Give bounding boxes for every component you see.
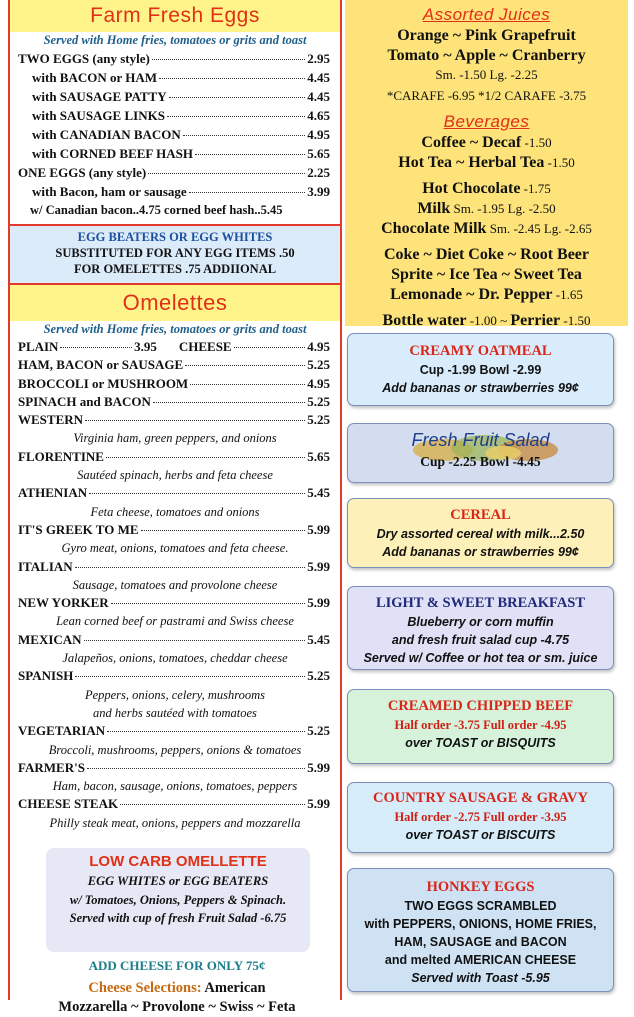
leader-dots	[183, 135, 305, 136]
fruit-salad-prices: Cup -2.25 Bowl -4.45	[420, 454, 541, 469]
leader-dots	[167, 116, 305, 117]
country-sausage-gravy-box	[347, 782, 614, 853]
menu-item-description: Ham, bacon, sausage, onions, tomatoes, peppers	[52, 779, 298, 794]
menu-item-name: with Bacon, ham or sausage	[32, 184, 187, 199]
menu-item-description: Gyro meat, onions, tomatoes and feta cheese.	[61, 541, 289, 556]
leader-dots	[234, 347, 306, 348]
beverage-price: -1.75	[520, 181, 551, 196]
beverage-price: -1.50	[521, 135, 552, 150]
beverage-row	[345, 285, 628, 305]
eggs-served-note: Served with Home fries, tomatoes or grits and toast	[43, 33, 307, 47]
chipped-beef-note: over TOAST or BISQUITS	[405, 736, 556, 750]
menu-item-description: and herbs sautéed with tomatoes	[93, 705, 257, 720]
cheese-option: American	[204, 980, 266, 996]
menu-item-row	[10, 631, 340, 649]
menu-item-row	[10, 448, 340, 466]
beverage-price: Sm. -1.95 Lg. -2.50	[450, 201, 556, 216]
menu-item-price: 3.95	[134, 339, 157, 354]
menu-item-price: 5.45	[307, 485, 330, 501]
menu-item-price: 4.45	[307, 70, 330, 85]
honkey-eggs-box	[347, 868, 614, 992]
leader-dots	[75, 676, 305, 677]
sausage-gravy-note: over TOAST or BISCUITS	[405, 828, 556, 842]
light-sweet-title: LIGHT & SWEET BREAKFAST	[375, 595, 586, 611]
menu-item-row	[10, 375, 340, 393]
low-carb-line: EGG WHITES or EGG BEATERS	[87, 874, 269, 888]
menu-item-price: 5.65	[307, 448, 330, 464]
menu-item-row	[10, 163, 340, 182]
leader-dots	[107, 731, 305, 732]
leader-dots	[152, 59, 305, 60]
leader-dots	[195, 154, 305, 155]
menu-item-row	[10, 594, 340, 612]
menu-item-name: with SAUSAGE PATTY	[32, 89, 167, 104]
menu-item-name: with CANADIAN BACON	[32, 127, 181, 142]
menu-item-price: 2.25	[307, 165, 330, 180]
menu-item-price: 5.99	[307, 558, 330, 574]
leader-dots	[189, 192, 306, 193]
menu-item-price: 5.25	[307, 393, 330, 409]
menu-item-name: ONE EGGS (any style)	[18, 165, 147, 180]
eggs-item-list	[10, 49, 340, 201]
low-carb-line: w/ Tomatoes, Onions, Peppers & Spinach.	[69, 892, 287, 907]
oatmeal-title: CREAMY OATMEAL	[409, 343, 552, 359]
creamed-chipped-beef-box	[347, 689, 614, 764]
menu-item-name: BROCCOLI or MUSHROOM	[18, 375, 189, 391]
menu-item-row	[10, 521, 340, 539]
menu-item-name: with BACON or HAM	[32, 70, 158, 85]
beverage-row	[345, 245, 628, 265]
menu-item-name: HAM, BACON or SAUSAGE	[18, 357, 184, 373]
light-sweet-line: Served w/ Coffee or hot tea or sm. juice	[363, 651, 598, 665]
leader-dots	[84, 640, 306, 641]
creamy-oatmeal-box	[347, 333, 614, 406]
beverage-row	[345, 265, 628, 285]
menu-item-name: PLAIN	[18, 339, 59, 354]
left-column	[8, 0, 342, 1015]
omelettes-served-note: Served with Home fries, tomatoes or grits and toast	[43, 322, 307, 336]
menu-item-name: CHEESE	[178, 339, 232, 354]
drinks-panel	[345, 0, 628, 329]
fresh-fruit-salad-box	[347, 423, 614, 483]
menu-item-price: 5.25	[307, 357, 330, 373]
menu-item-description: Peppers, onions, celery, mushrooms	[84, 687, 266, 702]
beverage-name: Coke ~ Diet Coke ~ Root Beer	[383, 246, 590, 263]
menu-item-description: Sausage, tomatoes and provolone cheese	[72, 577, 278, 592]
menu-item-price: 5.99	[307, 521, 330, 537]
leader-dots	[148, 173, 305, 174]
menu-item-name: SPINACH and BACON	[18, 393, 151, 409]
chipped-beef-title: CREAMED CHIPPED BEEF	[387, 698, 574, 714]
leader-dots	[153, 402, 305, 403]
menu-item-name: FARMER'S	[18, 759, 85, 775]
menu-item-price: 5.99	[307, 796, 330, 812]
menu-item-row	[10, 68, 340, 87]
menu-item-name: SPANISH	[18, 668, 74, 684]
beaters-line-3: FOR OMELETTES .75 ADDIIONAL	[73, 262, 277, 276]
leader-dots	[185, 365, 305, 366]
beverages-title: Beverages	[443, 112, 530, 131]
leader-dots	[89, 493, 305, 494]
menu-item-description: Philly steak meat, onions, peppers and mozzarella	[49, 815, 301, 830]
omelettes-section	[8, 283, 342, 1015]
beverage-price: -1.65	[552, 287, 583, 302]
beverage-name: Milk	[417, 200, 451, 217]
leader-dots	[190, 384, 305, 385]
menu-item-row	[10, 558, 340, 576]
menu-item-price: 3.99	[307, 184, 330, 199]
leader-dots	[159, 78, 305, 79]
light-sweet-line: and fresh fruit salad cup -4.75	[391, 633, 570, 647]
sausage-gravy-prices: Half order -2.75 Full order -3.95	[394, 810, 567, 824]
leader-dots	[85, 420, 305, 421]
menu-item-description: Sautéed spinach, herbs and feta cheese	[77, 468, 273, 483]
leader-dots	[120, 804, 305, 805]
juices-line-2: Tomato ~ Apple ~ Cranberry	[387, 47, 586, 64]
honkey-eggs-title: HONKEY EGGS	[426, 879, 535, 895]
menu-item-row	[10, 667, 340, 685]
chipped-beef-prices: Half order -3.75 Full order -4.95	[394, 718, 567, 732]
omelettes-title: Omelettes	[10, 285, 340, 321]
honkey-eggs-line: and melted AMERICAN CHEESE	[384, 953, 577, 967]
oatmeal-prices: Cup -1.99 Bowl -2.99	[419, 363, 542, 377]
menu-item-price: 5.25	[307, 412, 330, 428]
oatmeal-addons: Add bananas or strawberries 99¢	[382, 381, 579, 395]
menu-item-price: 5.65	[307, 146, 330, 161]
menu-item-row	[10, 49, 340, 68]
beverage-row	[345, 219, 628, 239]
beverage-price: Sm. -2.45 Lg. -2.65	[486, 221, 592, 236]
eggs-title: Farm Fresh Eggs	[10, 0, 340, 32]
cereal-addons: Add bananas or strawberries 99¢	[382, 545, 579, 559]
menu-item-name: with SAUSAGE LINKS	[32, 108, 165, 123]
cereal-line: Dry assorted cereal with milk...2.50	[376, 527, 585, 541]
cheese-options-line: Mozzarella ~ Provolone ~ Swiss ~ Feta	[58, 999, 296, 1015]
menu-item-row	[10, 722, 340, 740]
omelettes-item-list	[10, 356, 340, 832]
menu-item-description: Broccoli, mushrooms, peppers, onions & tomatoes	[48, 742, 302, 757]
beverage-name: Hot Tea ~ Herbal Tea	[398, 154, 545, 171]
menu-item-description: Lean corned beef or pastrami and Swiss cheese	[56, 614, 294, 629]
cereal-title: CEREAL	[450, 507, 511, 523]
honkey-eggs-line: with PEPPERS, ONIONS, HOME FRIES,	[364, 917, 597, 931]
water-row: Bottle water -1.00 ~ Perrier -1.50	[382, 312, 591, 329]
menu-item-price: 4.95	[307, 127, 330, 142]
beaters-heading: EGG BEATERS OR EGG WHITES	[77, 230, 273, 244]
menu-item-row	[10, 411, 340, 429]
menu-item-price: 5.25	[307, 723, 330, 739]
menu-item-price: 4.65	[307, 108, 330, 123]
menu-item-price: 4.45	[307, 89, 330, 104]
leader-dots	[60, 347, 132, 348]
beverage-name: Chocolate Milk	[381, 220, 487, 237]
menu-item-name: NEW YORKER	[18, 595, 109, 611]
menu-item-price: 4.95	[307, 375, 330, 391]
menu-item-row	[10, 795, 340, 813]
cereal-box	[347, 498, 614, 568]
menu-item-name: CHEESE STEAK	[18, 796, 119, 812]
menu-item-row	[10, 356, 340, 374]
light-sweet-breakfast-box	[347, 586, 614, 670]
leader-dots	[111, 603, 306, 604]
add-cheese-note: ADD CHEESE FOR ONLY 75¢	[88, 958, 266, 973]
menu-item-row	[10, 484, 340, 502]
menu-item-name: FLORENTINE	[18, 448, 104, 464]
menu-item-price: 4.95	[307, 339, 331, 354]
beverage-name: Lemonade ~ Dr. Pepper	[390, 286, 553, 303]
plain-cheese-row	[10, 338, 340, 356]
menu-item-row	[10, 182, 340, 201]
menu-item-description: Virginia ham, green peppers, and onions	[73, 431, 277, 446]
menu-item-price: 5.99	[307, 595, 330, 611]
menu-item-row	[10, 393, 340, 411]
menu-item-row	[10, 87, 340, 106]
eggs-canadian-line: w/ Canadian bacon..4.75 corned beef hash..5.45	[30, 203, 283, 217]
beverage-row	[345, 133, 628, 153]
menu-item-name: with CORNED BEEF HASH	[32, 146, 193, 161]
menu-item-row	[10, 759, 340, 777]
light-sweet-line: Blueberry or corn muffin	[407, 615, 554, 629]
fruit-salad-title: Fresh Fruit Salad	[411, 430, 550, 450]
leader-dots	[87, 768, 305, 769]
menu-item-row	[10, 144, 340, 163]
cheese-selections-label: Cheese Selections:	[88, 980, 202, 996]
menu-item-row	[10, 106, 340, 125]
low-carb-title: LOW CARB OMELLETTE	[89, 853, 267, 870]
beverage-name: Sprite ~ Ice Tea ~ Sweet Tea	[391, 266, 582, 283]
juices-sizes: Sm. -1.50 Lg. -2.25	[435, 67, 538, 82]
menu-item-name: ITALIAN	[18, 558, 73, 574]
farm-fresh-eggs-section	[8, 0, 342, 226]
beverages-list	[345, 133, 628, 305]
beverage-name: Coffee ~ Decaf	[421, 134, 522, 151]
menu-item-price: 5.25	[307, 668, 330, 684]
juices-carafe: *CARAFE -6.95 *1/2 CARAFE -3.75	[386, 88, 587, 103]
leader-dots	[169, 97, 306, 98]
honkey-eggs-line: TWO EGGS SCRAMBLED	[404, 899, 557, 913]
menu-item-name: IT'S GREEK TO ME	[18, 521, 139, 537]
beaters-line-2: SUBSTITUTED FOR ANY EGG ITEMS .50	[55, 246, 295, 260]
menu-item-name: VEGETARIAN	[18, 723, 106, 739]
egg-beaters-section	[8, 226, 342, 283]
beverage-row	[345, 179, 628, 199]
menu-item-price: 5.45	[307, 631, 330, 647]
honkey-eggs-line: HAM, SAUSAGE and BACON	[394, 935, 567, 949]
leader-dots	[75, 567, 306, 568]
juices-line-1: Orange ~ Pink Grapefruit	[397, 27, 576, 44]
beverage-row	[345, 199, 628, 219]
sausage-gravy-title: COUNTRY SAUSAGE & GRAVY	[372, 790, 588, 806]
beverage-price: -1.50	[544, 155, 575, 170]
leader-dots	[106, 457, 305, 458]
cheese-selections	[10, 979, 344, 1017]
beverage-name: Hot Chocolate	[422, 180, 521, 197]
menu-item-name: WESTERN	[18, 412, 84, 428]
low-carb-omelette-box	[46, 848, 310, 952]
menu-item-description: Jalapeños, onions, tomatoes, cheddar cheese	[62, 651, 288, 666]
honkey-eggs-price: Served with Toast -5.95	[411, 971, 550, 985]
menu-item-name: ATHENIAN	[18, 485, 88, 501]
low-carb-line: Served with cup of fresh Fruit Salad -6.75	[69, 911, 287, 925]
menu-item-price: 5.99	[307, 759, 330, 775]
beverage-row	[345, 153, 628, 173]
leader-dots	[141, 530, 306, 531]
menu-item-name: MEXICAN	[18, 631, 82, 647]
menu-item-name: TWO EGGS (any style)	[18, 51, 150, 66]
menu-item-description: Feta cheese, tomatoes and onions	[90, 504, 260, 519]
menu-item-row	[10, 125, 340, 144]
juices-title: Assorted Juices	[422, 5, 551, 24]
menu-item-price: 2.95	[307, 51, 330, 66]
